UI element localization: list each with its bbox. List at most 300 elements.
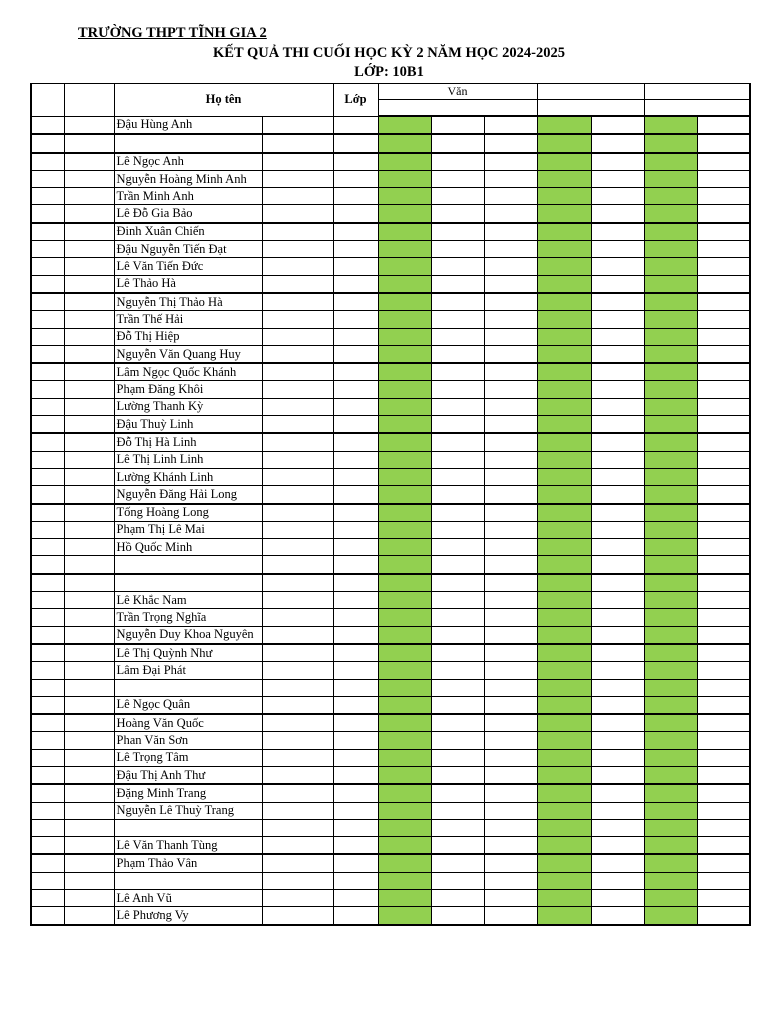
score-cell-highlighted <box>644 134 697 152</box>
student-name: Nguyễn Văn Quang Huy <box>114 345 262 363</box>
table-cell <box>333 134 378 152</box>
table-cell <box>591 311 644 328</box>
table-cell <box>31 766 64 784</box>
table-cell <box>333 732 378 749</box>
table-cell <box>484 398 537 415</box>
student-name: Trần Trọng Nghĩa <box>114 609 262 626</box>
table-cell <box>64 153 114 171</box>
table-cell <box>333 363 378 381</box>
student-name: Lê Khắc Nam <box>114 592 262 609</box>
student-name: Trần Thế Hải <box>114 311 262 328</box>
table-cell <box>431 714 484 732</box>
table-cell <box>431 170 484 187</box>
table-cell <box>431 521 484 538</box>
header-stt-cell <box>31 84 64 117</box>
student-name: Nguyễn Đăng Hải Long <box>114 486 262 504</box>
table-cell <box>431 468 484 485</box>
score-cell-highlighted <box>378 504 431 522</box>
score-cell-highlighted <box>644 258 697 275</box>
table-cell <box>333 205 378 223</box>
table-cell <box>591 626 644 644</box>
table-cell <box>431 907 484 925</box>
table-cell <box>333 592 378 609</box>
table-cell <box>697 398 750 415</box>
table-cell <box>31 416 64 434</box>
table-row <box>31 223 750 241</box>
table-cell <box>591 504 644 522</box>
table-cell <box>31 328 64 345</box>
table-cell <box>333 644 378 662</box>
score-cell-highlighted <box>378 451 431 468</box>
table-cell <box>64 609 114 626</box>
table-row <box>31 732 750 749</box>
table-cell <box>64 486 114 504</box>
table-cell <box>31 311 64 328</box>
table-cell <box>431 486 484 504</box>
table-cell <box>591 872 644 889</box>
table-cell <box>591 837 644 855</box>
table-row <box>31 696 750 714</box>
table-cell <box>262 556 333 574</box>
table-cell <box>333 381 378 398</box>
table-cell <box>431 679 484 696</box>
score-cell-highlighted <box>378 345 431 363</box>
score-cell-highlighted <box>644 872 697 889</box>
score-cell-highlighted <box>378 662 431 679</box>
table-cell <box>697 153 750 171</box>
table-cell <box>484 696 537 714</box>
score-cell-highlighted <box>537 556 591 574</box>
score-cell-highlighted <box>378 696 431 714</box>
table-cell <box>333 188 378 205</box>
table-cell <box>431 363 484 381</box>
table-cell <box>262 416 333 434</box>
table-cell <box>64 468 114 485</box>
table-cell <box>333 539 378 556</box>
table-row <box>31 644 750 662</box>
table-cell <box>431 854 484 872</box>
score-cell-highlighted <box>378 170 431 187</box>
score-cell-highlighted <box>644 521 697 538</box>
score-cell-highlighted <box>537 521 591 538</box>
table-cell <box>64 819 114 836</box>
table-cell <box>262 433 333 451</box>
score-cell-highlighted <box>378 907 431 925</box>
table-cell <box>333 837 378 855</box>
student-name: Lê Trọng Tâm <box>114 749 262 766</box>
table-cell <box>333 679 378 696</box>
table-cell <box>64 766 114 784</box>
table-cell <box>697 749 750 766</box>
table-cell <box>262 609 333 626</box>
table-cell <box>333 784 378 802</box>
table-cell <box>697 662 750 679</box>
score-cell-highlighted <box>537 732 591 749</box>
table-cell <box>64 679 114 696</box>
table-row <box>31 293 750 311</box>
table-cell <box>262 241 333 258</box>
table-cell <box>431 398 484 415</box>
table-cell <box>31 819 64 836</box>
table-cell <box>591 363 644 381</box>
table-cell <box>697 116 750 134</box>
score-cell-highlighted <box>537 714 591 732</box>
table-cell <box>431 381 484 398</box>
student-name: Lê Ngọc Quân <box>114 696 262 714</box>
table-cell <box>31 696 64 714</box>
table-cell <box>484 662 537 679</box>
score-cell-highlighted <box>537 486 591 504</box>
score-cell-highlighted <box>644 574 697 592</box>
table-cell <box>31 837 64 855</box>
student-name: Lê Ngọc Anh <box>114 153 262 171</box>
table-cell <box>697 134 750 152</box>
table-cell <box>64 504 114 522</box>
table-cell <box>484 802 537 819</box>
table-cell <box>64 451 114 468</box>
table-cell <box>431 784 484 802</box>
table-cell <box>431 819 484 836</box>
table-cell <box>591 328 644 345</box>
table-row <box>31 766 750 784</box>
table-cell <box>262 766 333 784</box>
table-cell <box>31 486 64 504</box>
table-cell <box>64 170 114 187</box>
table-cell <box>484 592 537 609</box>
table-cell <box>262 714 333 732</box>
table-row <box>31 626 750 644</box>
table-cell <box>697 556 750 574</box>
score-cell-highlighted <box>644 784 697 802</box>
score-cell-highlighted <box>537 258 591 275</box>
table-cell <box>31 241 64 258</box>
table-cell <box>31 381 64 398</box>
score-cell-highlighted <box>644 714 697 732</box>
score-cell-highlighted <box>378 468 431 485</box>
table-cell <box>484 223 537 241</box>
table-cell <box>262 311 333 328</box>
table-row <box>31 486 750 504</box>
table-cell <box>333 468 378 485</box>
table-cell <box>31 539 64 556</box>
table-cell <box>431 328 484 345</box>
score-cell-highlighted <box>537 662 591 679</box>
table-cell <box>333 854 378 872</box>
student-name: Nguyễn Lê Thuỳ Trang <box>114 802 262 819</box>
table-cell <box>484 170 537 187</box>
table-cell <box>333 311 378 328</box>
score-cell-highlighted <box>644 662 697 679</box>
score-cell-highlighted <box>644 819 697 836</box>
table-cell <box>591 609 644 626</box>
student-name: Đặng Minh Trang <box>114 784 262 802</box>
table-cell <box>64 134 114 152</box>
table-cell <box>64 223 114 241</box>
student-name: Lê Văn Thanh Tùng <box>114 837 262 855</box>
student-name: Lường Thanh Kỳ <box>114 398 262 415</box>
score-cell-highlighted <box>644 854 697 872</box>
table-row <box>31 854 750 872</box>
table-cell <box>262 345 333 363</box>
table-cell <box>262 205 333 223</box>
table-cell <box>31 574 64 592</box>
table-cell <box>31 890 64 907</box>
table-cell <box>697 328 750 345</box>
header-sub-cell <box>378 100 537 117</box>
score-cell-highlighted <box>644 504 697 522</box>
score-cell-highlighted <box>378 539 431 556</box>
score-cell-highlighted <box>537 837 591 855</box>
table-cell <box>64 188 114 205</box>
document-title: KẾT QUẢ THI CUỐI HỌC KỲ 2 NĂM HỌC 2024-2025 <box>213 45 565 61</box>
table-cell <box>262 819 333 836</box>
table-cell <box>31 188 64 205</box>
score-cell-highlighted <box>644 609 697 626</box>
table-cell <box>31 714 64 732</box>
table-row <box>31 433 750 451</box>
score-cell-highlighted <box>537 293 591 311</box>
table-cell <box>591 433 644 451</box>
score-cell-highlighted <box>644 486 697 504</box>
table-row <box>31 170 750 187</box>
table-cell <box>31 363 64 381</box>
header-sub2-cell <box>537 100 644 117</box>
table-cell <box>431 556 484 574</box>
table-cell <box>262 539 333 556</box>
table-cell <box>262 890 333 907</box>
table-cell <box>333 766 378 784</box>
table-cell <box>64 205 114 223</box>
table-row <box>31 819 750 836</box>
student-name: Hồ Quốc Minh <box>114 539 262 556</box>
table-cell <box>484 241 537 258</box>
table-cell <box>262 398 333 415</box>
table-cell <box>262 258 333 275</box>
table-cell <box>484 293 537 311</box>
table-cell <box>591 696 644 714</box>
score-cell-highlighted <box>378 521 431 538</box>
table-cell <box>484 311 537 328</box>
score-cell-highlighted <box>537 116 591 134</box>
score-cell-highlighted <box>378 890 431 907</box>
table-cell <box>333 223 378 241</box>
student-name: Nguyễn Duy Khoa Nguyên <box>114 626 262 644</box>
score-cell-highlighted <box>644 328 697 345</box>
table-row <box>31 275 750 293</box>
table-cell <box>64 275 114 293</box>
score-cell-highlighted <box>537 134 591 152</box>
score-cell-highlighted <box>537 854 591 872</box>
score-cell-highlighted <box>378 732 431 749</box>
score-cell-highlighted <box>537 504 591 522</box>
table-cell <box>431 626 484 644</box>
score-cell-highlighted <box>537 188 591 205</box>
table-cell <box>431 749 484 766</box>
table-cell <box>697 363 750 381</box>
score-cell-highlighted <box>378 223 431 241</box>
score-cell-highlighted <box>537 241 591 258</box>
table-row <box>31 556 750 574</box>
score-cell-highlighted <box>644 626 697 644</box>
table-cell <box>484 539 537 556</box>
score-cell-highlighted <box>644 416 697 434</box>
table-cell <box>484 907 537 925</box>
table-cell <box>64 398 114 415</box>
table-cell <box>64 416 114 434</box>
student-name: Lường Khánh Linh <box>114 468 262 485</box>
score-cell-highlighted <box>537 626 591 644</box>
table-cell <box>262 837 333 855</box>
table-cell <box>333 293 378 311</box>
score-cell-highlighted <box>378 679 431 696</box>
table-row <box>31 153 750 171</box>
table-cell <box>31 258 64 275</box>
table-cell <box>697 345 750 363</box>
score-cell-highlighted <box>378 398 431 415</box>
table-cell <box>333 626 378 644</box>
table-cell <box>591 907 644 925</box>
table-cell <box>31 732 64 749</box>
table-cell <box>697 592 750 609</box>
score-cell-highlighted <box>537 345 591 363</box>
table-cell <box>484 556 537 574</box>
score-cell-highlighted <box>537 784 591 802</box>
table-row <box>31 784 750 802</box>
table-cell <box>31 398 64 415</box>
table-cell <box>591 679 644 696</box>
table-cell <box>591 258 644 275</box>
table-cell <box>262 381 333 398</box>
table-cell <box>333 275 378 293</box>
table-cell <box>31 556 64 574</box>
table-cell <box>333 345 378 363</box>
table-cell <box>484 521 537 538</box>
table-cell <box>697 381 750 398</box>
table-cell <box>333 433 378 451</box>
score-cell-highlighted <box>644 732 697 749</box>
table-cell <box>64 907 114 925</box>
table-cell <box>431 732 484 749</box>
table-cell <box>484 416 537 434</box>
table-cell <box>484 258 537 275</box>
table-cell <box>697 416 750 434</box>
header-id-cell <box>64 84 114 117</box>
table-cell <box>333 802 378 819</box>
class-line: LỚP: 10B1 <box>354 64 424 80</box>
student-name <box>114 574 262 592</box>
score-cell-highlighted <box>378 275 431 293</box>
student-name: Lâm Ngọc Quốc Khánh <box>114 363 262 381</box>
score-cell-highlighted <box>644 311 697 328</box>
score-cell-highlighted <box>537 223 591 241</box>
table-cell <box>64 872 114 889</box>
table-cell <box>591 398 644 415</box>
table-cell <box>31 662 64 679</box>
table-cell <box>333 662 378 679</box>
table-row <box>31 451 750 468</box>
table-row <box>31 539 750 556</box>
table-cell <box>591 662 644 679</box>
table-cell <box>262 644 333 662</box>
table-cell <box>591 416 644 434</box>
table-cell <box>697 451 750 468</box>
score-cell-highlighted <box>378 311 431 328</box>
table-cell <box>262 116 333 134</box>
student-name: Nguyễn Hoàng Minh Anh <box>114 170 262 187</box>
table-cell <box>431 837 484 855</box>
table-cell <box>431 188 484 205</box>
table-cell <box>262 486 333 504</box>
score-cell-highlighted <box>537 749 591 766</box>
table-cell <box>591 205 644 223</box>
table-cell <box>697 609 750 626</box>
table-cell <box>591 486 644 504</box>
table-cell <box>484 626 537 644</box>
table-cell <box>31 626 64 644</box>
score-cell-highlighted <box>378 153 431 171</box>
table-cell <box>64 433 114 451</box>
score-cell-highlighted <box>378 134 431 152</box>
table-cell <box>591 539 644 556</box>
table-cell <box>484 116 537 134</box>
table-cell <box>484 381 537 398</box>
table-cell <box>431 662 484 679</box>
score-cell-highlighted <box>378 188 431 205</box>
table-cell <box>591 223 644 241</box>
score-cell-highlighted <box>537 205 591 223</box>
table-cell <box>484 188 537 205</box>
table-cell <box>697 433 750 451</box>
table-row <box>31 679 750 696</box>
table-cell <box>697 170 750 187</box>
score-cell-highlighted <box>537 311 591 328</box>
table-row <box>31 381 750 398</box>
table-cell <box>697 504 750 522</box>
table-cell <box>697 732 750 749</box>
table-cell <box>64 749 114 766</box>
table-row <box>31 116 750 134</box>
table-cell <box>431 539 484 556</box>
score-cell-highlighted <box>378 328 431 345</box>
student-name: Đậu Hùng Anh <box>114 116 262 134</box>
student-name: Nguyễn Thị Thảo Hà <box>114 293 262 311</box>
score-cell-highlighted <box>378 486 431 504</box>
table-cell <box>31 345 64 363</box>
table-cell <box>591 293 644 311</box>
score-cell-highlighted <box>644 890 697 907</box>
score-cell-highlighted <box>644 451 697 468</box>
table-row <box>31 363 750 381</box>
table-cell <box>697 819 750 836</box>
table-cell <box>333 241 378 258</box>
table-cell <box>484 468 537 485</box>
results-table <box>30 83 751 926</box>
header-row <box>31 84 750 100</box>
score-cell-highlighted <box>537 592 591 609</box>
score-cell-highlighted <box>644 679 697 696</box>
table-cell <box>262 188 333 205</box>
table-cell <box>484 345 537 363</box>
table-cell <box>31 433 64 451</box>
table-cell <box>431 205 484 223</box>
student-name: Phạm Thị Lê Mai <box>114 521 262 538</box>
table-cell <box>697 241 750 258</box>
table-cell <box>484 766 537 784</box>
table-cell <box>262 293 333 311</box>
table-cell <box>31 907 64 925</box>
table-cell <box>484 749 537 766</box>
table-cell <box>333 328 378 345</box>
